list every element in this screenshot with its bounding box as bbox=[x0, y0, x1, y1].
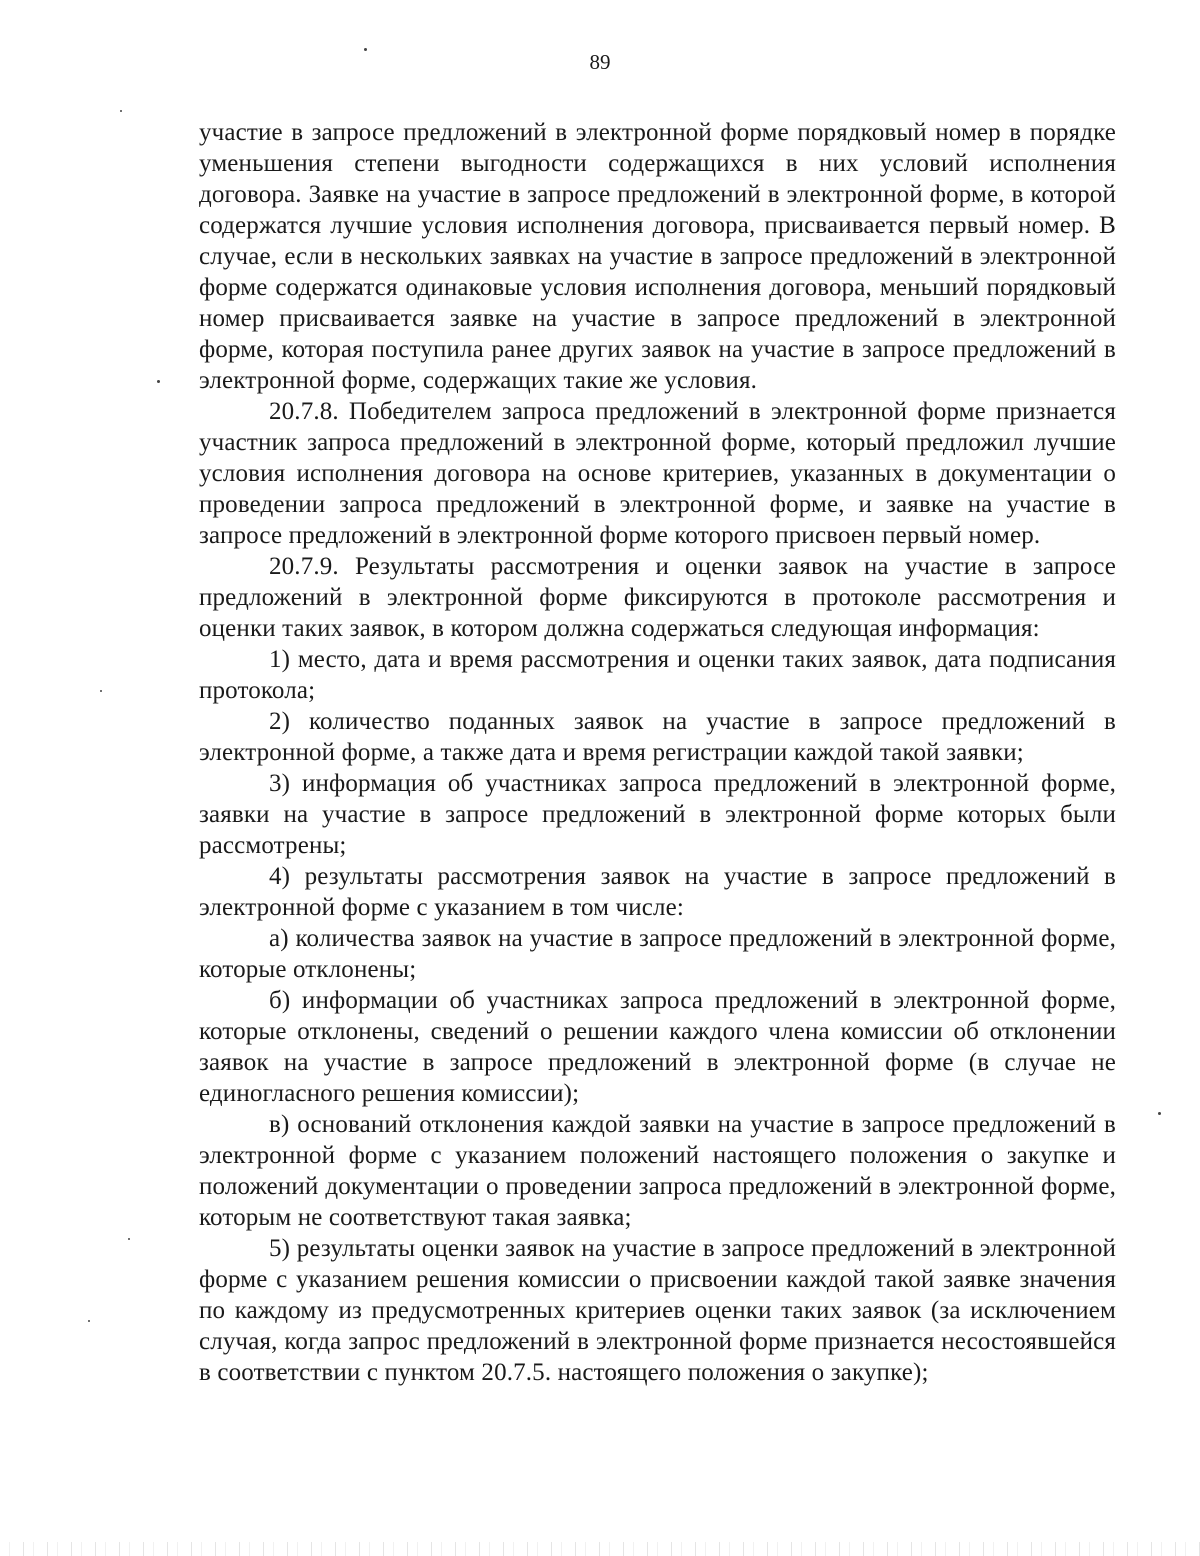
scan-speck bbox=[120, 110, 122, 112]
scan-edge-noise bbox=[0, 1542, 1200, 1556]
scan-speck bbox=[100, 690, 102, 692]
scan-speck bbox=[157, 380, 160, 383]
scan-speck bbox=[88, 1320, 90, 1322]
scan-speck bbox=[128, 1238, 130, 1240]
list-item: 4) результаты рассмотрения заявок на участие в запросе предложений в электронной форме с указанием в том числе: bbox=[199, 863, 1116, 921]
scan-speck bbox=[1158, 1112, 1161, 1115]
list-item: 5) результаты оценки заявок на участие в запросе предложений в электронной форме с указанием решения комиссии о присвоении каждой такой заявке значения по каждому из предусмотренных критериев оценки таких заявок (за исключением случая, когда запрос предложений в электронной форме признается несостоявшейся в соответствии с пунктом 20.7.5. настоящего положения о закупке); bbox=[199, 1235, 1116, 1386]
paragraph: 20.7.8. Победителем запроса предложений в электронной форме признается участник запроса предложений в электронной форме, который предложил лучшие условия исполнения договора на основе критериев, указанных в документации о проведении запроса предложений в электронной форме, и заявке на участие в запросе предложений в электронной форме которого присвоен первый номер. bbox=[199, 398, 1116, 549]
paragraph: 20.7.9. Результаты рассмотрения и оценки заявок на участие в запросе предложений в электронной форме фиксируются в протоколе рассмотрения и оценки таких заявок, в котором должна содержаться следующая информация: bbox=[199, 553, 1116, 642]
list-item: 1) место, дата и время рассмотрения и оценки таких заявок, дата подписания протокола; bbox=[199, 646, 1116, 704]
scan-speck bbox=[364, 48, 367, 51]
document-body bbox=[199, 117, 1116, 1388]
list-item: 2) количество поданных заявок на участие в запросе предложений в электронной форме, а также дата и время регистрации каждой такой заявки; bbox=[199, 708, 1116, 766]
list-item: 3) информация об участниках запроса предложений в электронной форме, заявки на участие в запросе предложений в электронной форме которых были рассмотрены; bbox=[199, 770, 1116, 859]
paragraph: участие в запросе предложений в электронной форме порядковый номер в порядке уменьшения степени выгодности содержащихся в них условий исполнения договора. Заявке на участие в запросе предложений в электронной форме, в которой содержатся лучшие условия исполнения договора, присваивается первый номер. В случае, если в нескольких заявках на участие в запросе предложений в электронной форме содержатся одинаковые условия исполнения договора, меньший порядковый номер присваивается заявке на участие в запросе предложений в электронной форме, которая поступила ранее других заявок на участие в запросе предложений в электронной форме, содержащих такие же условия. bbox=[199, 119, 1116, 394]
sub-list-item: б) информации об участниках запроса предложений в электронной форме, которые отклонены, сведений о решении каждого члена комиссии об отклонении заявок на участие в запросе предложений в электронной форме (в случае не единогласного решения комиссии); bbox=[199, 987, 1116, 1107]
sub-list-item: в) оснований отклонения каждой заявки на участие в запросе предложений в электронной форме с указанием положений настоящего положения о закупке и положений документации о проведении запроса предложений в электронной форме, которым не соответствуют такая заявка; bbox=[199, 1111, 1116, 1231]
sub-list-item: а) количества заявок на участие в запросе предложений в электронной форме, которые отклонены; bbox=[199, 925, 1116, 983]
page-number: 89 bbox=[589, 50, 611, 74]
